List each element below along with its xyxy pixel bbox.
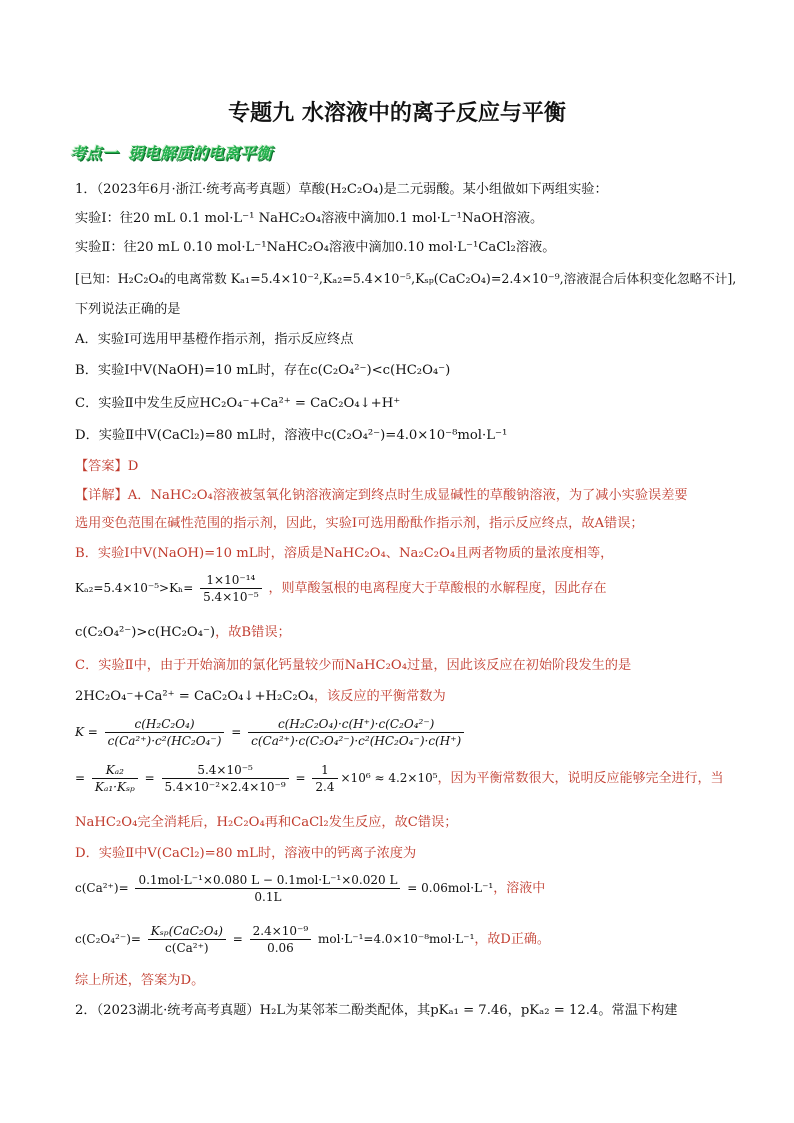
k-numerator-1: c(H₂C₂O₄)	[105, 716, 225, 733]
option-c: C．实验Ⅱ中发生反应HC₂O₄⁻+Ca²⁺ = CaC₂O₄↓+H⁺	[75, 396, 401, 411]
simplified-fraction	[312, 762, 337, 795]
detail-a-line1	[75, 487, 688, 505]
kh-numerator: 1×10⁻¹⁴	[200, 572, 262, 589]
value-fraction	[162, 762, 289, 795]
detail-b-equation	[75, 572, 607, 605]
k-symbol: K =	[75, 725, 98, 739]
section-label: 考点一	[70, 143, 119, 163]
question-1-stem: 1．（2023年6月·浙江·统考高考真题）草酸(H₂C₂O₄)是二元弱酸。某小组做如下两组实验：	[75, 182, 608, 197]
detail-d-line1: D．实验Ⅱ中V(CaCl₂)=80 mL时，溶液中的钙离子浓度为	[75, 846, 417, 861]
calcium-fraction	[135, 872, 400, 905]
known-conditions: [已知：H₂C₂O₄的电离常数 Kₐ₁=5.4×10⁻²,Kₐ₂=5.4×10⁻⁵,Kₛₚ(CaC₂O₄)=2.4×10⁻⁹,溶液混合后体积变化忽略不计],	[75, 271, 737, 286]
k-fraction-1	[105, 716, 225, 749]
calcium-denominator: 0.1L	[254, 890, 282, 904]
kh-denominator: 5.4×10⁻⁵	[203, 590, 259, 604]
oxalate-numerator: 2.4×10⁻⁹	[250, 923, 312, 940]
detail-c-line5	[75, 814, 457, 832]
detail-b-line3	[75, 624, 291, 642]
k-numerator-2: c(H₂C₂O₄)·c(H⁺)·c(C₂O₄²⁻)	[248, 716, 464, 733]
detail-b-line1: B．实验Ⅰ中V(NaOH)=10 mL时，溶质是NaHC₂O₄、Na₂C₂O₄且两者物质的量浓度相等，	[75, 546, 614, 561]
detail-c-reaction-note: ，该反应的平衡常数为	[313, 689, 446, 704]
equilibrium-constant-equation	[75, 716, 467, 749]
equals-sign: =	[231, 725, 242, 739]
oxalate-value: mol·L⁻¹=4.0×10⁻⁸mol·L⁻¹	[318, 932, 475, 946]
kh-fraction	[200, 572, 262, 605]
equals-sign: =	[75, 771, 86, 785]
equals-sign: =	[295, 771, 306, 785]
answer-line	[75, 458, 138, 476]
detail-a-text1: A．NaHC₂O₄溶液被氢氧化钠溶液滴定到终点时生成显碱性的草酸钠溶液，为了减小实验误差要	[127, 488, 688, 503]
calcium-symbol: c(Ca²⁺)=	[75, 881, 129, 895]
option-d: D．实验Ⅱ中V(CaCl₂)=80 mL时，溶液中c(C₂O₄²⁻)=4.0×10⁻⁸mol·L⁻¹	[75, 428, 508, 443]
oxalate-denominator: 0.06	[267, 941, 294, 955]
detail-c-line2	[75, 688, 446, 706]
ksp-denominator: c(Ca²⁺)	[165, 941, 209, 955]
equals-sign: =	[144, 771, 155, 785]
oxalate-concentration-equation	[75, 923, 550, 956]
simplified-denominator: 2.4	[315, 780, 335, 794]
calcium-value: = 0.06mol·L⁻¹	[407, 881, 494, 895]
detail-c-line1: C．实验Ⅱ中，由于开始滴加的氯化钙量较少而NaHC₂O₄过量，因此该反应在初始阶段发生的是	[75, 658, 632, 673]
calcium-numerator: 0.1mol·L⁻¹×0.080 L − 0.1mol·L⁻¹×0.020 L	[135, 872, 400, 889]
option-b: B．实验Ⅰ中V(NaOH)=10 mL时，存在c(C₂O₄²⁻)<c(HC₂O₄⁻)	[75, 363, 451, 378]
equals-sign: =	[232, 932, 243, 946]
answer-value: D	[127, 459, 139, 474]
ksp-fraction	[148, 923, 226, 956]
calcium-note: ，溶液中	[493, 881, 546, 896]
detail-b-conclusion: ，故B错误；	[215, 625, 291, 640]
detail-a-line2: 选用变色范围在碱性范围的指示剂，因此，实验Ⅰ可选用酚酞作指示剂，指示反应终点，故A错误；	[75, 516, 644, 531]
detail-b-conclusion-eq: c(C₂O₄²⁻)>c(HC₂O₄⁻)	[75, 625, 216, 640]
simplified-numerator: 1	[312, 762, 337, 779]
experiment-1: 实验Ⅰ：往20 mL 0.1 mol·L⁻¹ NaHC₂O₄溶液中滴加0.1 mol·L⁻¹NaOH溶液。	[75, 211, 544, 226]
k-explanation: ，因为平衡常数很大，说明反应能够完全进行，当	[437, 771, 724, 786]
ka-fraction	[92, 762, 138, 795]
k-denominator-1: c(Ca²⁺)·c²(HC₂O₄⁻)	[107, 734, 222, 748]
section-heading	[70, 140, 272, 164]
k-approx-value: ×10⁶ ≈ 4.2×10⁵	[340, 771, 438, 785]
detail-label: 【详解】	[75, 488, 128, 503]
oxalate-value-fraction	[250, 923, 312, 956]
k-fraction-2	[248, 716, 464, 749]
detail-c-reaction: 2HC₂O₄⁻+Ca²⁺ = CaC₂O₄↓+H₂C₂O₄	[75, 689, 314, 704]
kh-expression: Kₐ₂=5.4×10⁻⁵>Kₕ=	[75, 581, 194, 595]
k-denominator-2: c(Ca²⁺)·c(C₂O₄²⁻)·c²(HC₂O₄⁻)·c(H⁺)	[251, 734, 462, 748]
ksp-numerator: Kₛₚ(CaC₂O₄)	[148, 923, 226, 940]
answer-label: 【答案】	[75, 459, 128, 474]
detail-d-conclusion: ，故D正确。	[474, 932, 550, 947]
calcium-concentration-equation	[75, 872, 545, 905]
detail-c-conclusion: NaHC₂O₄完全消耗后，H₂C₂O₄再和CaCl₂发生反应，故C错误；	[75, 815, 458, 830]
summary-line: 综上所述，答案为D。	[75, 973, 205, 988]
section-name: 弱电解质的电离平衡	[128, 143, 273, 163]
oxalate-symbol: c(C₂O₄²⁻)=	[75, 932, 141, 946]
detail-b-explanation: ，则草酸氢根的电离程度大于草酸根的水解程度，因此存在	[268, 581, 607, 596]
experiment-2: 实验Ⅱ：往20 mL 0.10 mol·L⁻¹NaHC₂O₄溶液中滴加0.10 mol·L⁻¹CaCl₂溶液。	[75, 240, 556, 255]
value-numerator: 5.4×10⁻⁵	[162, 762, 289, 779]
ka-denominator: Kₐ₁·Kₛₚ	[94, 780, 135, 794]
ka-numerator: Kₐ₂	[92, 762, 138, 779]
question-2-stem: 2．（2023湖北·统考高考真题）H₂L为某邻苯二酚类配体，其pKₐ₁ = 7.46，pKₐ₂ = 12.4。常温下构建	[75, 1003, 678, 1018]
value-denominator: 5.4×10⁻²×2.4×10⁻⁹	[164, 780, 286, 794]
page-title: 专题九 水溶液中的离子反应与平衡	[228, 101, 566, 126]
equilibrium-constant-value	[75, 762, 724, 795]
option-a: A．实验Ⅰ可选用甲基橙作指示剂，指示反应终点	[75, 332, 354, 347]
question-prompt: 下列说法正确的是	[75, 302, 181, 317]
